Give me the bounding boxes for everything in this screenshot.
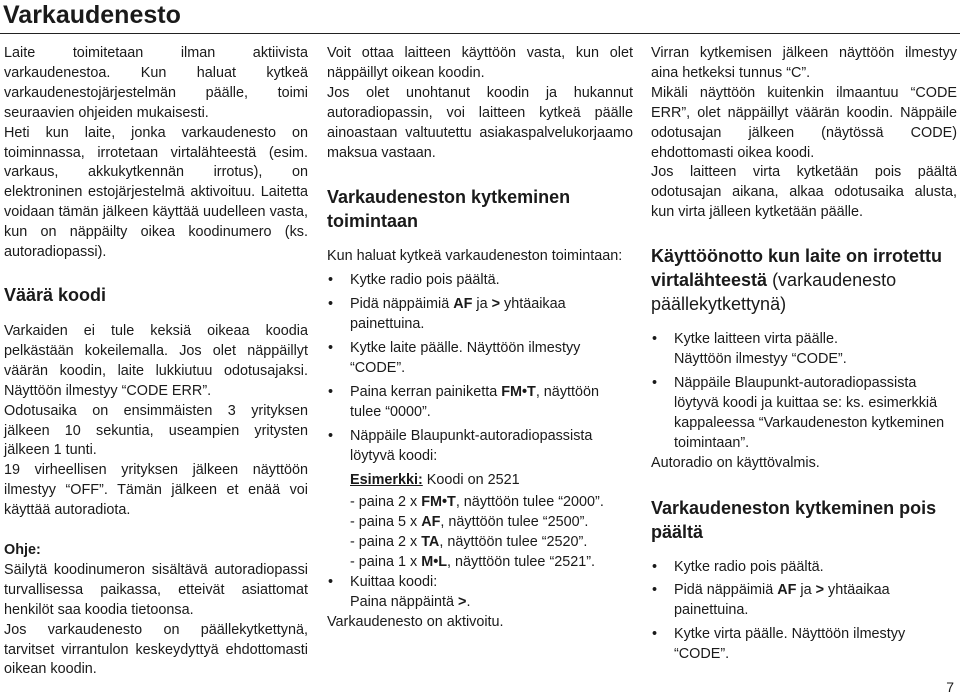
confirm-instruction: Paina näppäintä >. bbox=[350, 593, 471, 610]
column-1 bbox=[4, 44, 308, 680]
disable-steps-list bbox=[651, 558, 957, 666]
restart-step-2: • Näppäile Blaupunkt-autoradiopassista löytyvä koodi ja kuittaa se: ks. esimerkkiä kappaleessa “Varkaudeneston kytkeminen toimintaan”. bbox=[651, 374, 957, 454]
enable-step-4: • Paina kerran painiketta FM•T, näyttöön tulee “0000”. bbox=[327, 383, 633, 423]
col3-paragraph-2: Mikäli näyttöön kuitenkin ilmaantuu “CODE ERR”, olet näppäillyt väärän koodin. Näppäile odotusajan jälkeen (näytössä CODE) ehdottomasti oikea koodi. bbox=[651, 84, 957, 161]
example-label: Esimerkki: bbox=[350, 471, 423, 488]
enable-lead: Kun haluat kytkeä varkaudeneston toimintaan: bbox=[327, 248, 623, 265]
col2-paragraph-2: Jos olet unohtanut koodin ja hukannut autoradiopassin, voi laitteen kytkeä päälle ainoastaan valtuutettu asiakaspalvelukorjaamo maksua vastaan. bbox=[327, 84, 633, 161]
note-paragraph-1: Säilytä koodinumeron sisältävä autoradiopassi turvallisessa paikassa, etteivät asiattomat henkilöt saa koodia tietoonsa. bbox=[4, 561, 308, 618]
enable-steps-list bbox=[327, 271, 633, 466]
col3-paragraph-1: Virran kytkemisen jälkeen näyttöön ilmestyy aina hetkeksi tunnus “C”. bbox=[651, 45, 957, 81]
note-heading: Ohje: bbox=[4, 542, 41, 559]
page-number: 7 bbox=[946, 679, 954, 695]
disable-section-heading: Varkaudeneston kytkeminen pois päältä bbox=[651, 497, 937, 542]
enable-step-6: • Kuittaa koodi: bbox=[327, 573, 633, 593]
column-3 bbox=[651, 44, 957, 665]
column-2 bbox=[327, 44, 633, 633]
example-step-1: - paina 2 x FM•T, näyttöön tulee “2000”. bbox=[350, 494, 604, 511]
example-step-3: - paina 2 x TA, näyttöön tulee “2520”. bbox=[350, 534, 588, 551]
wrong-code-paragraph-2: Odotusaika on ensimmäisten 3 yrityksen jälkeen 10 sekuntia, useampien yritysten jälkeen 1 tunti. bbox=[4, 402, 308, 459]
example-step-4: - paina 1 x M•L, näyttöön tulee “2521”. bbox=[350, 554, 596, 571]
restart-result: Autoradio on käyttövalmis. bbox=[651, 454, 820, 471]
restart-steps-list bbox=[651, 330, 957, 453]
restart-section-heading: Käyttöönotto kun laite on irrotettu virtalähteestä (varkaudenesto päällekytkettynä) bbox=[651, 246, 942, 315]
enable-step-5: • Näppäile Blaupunkt-autoradiopassista löytyvä koodi: bbox=[327, 427, 633, 467]
col3-paragraph-3: Jos laitteen virta kytketään pois päältä odotusajan aikana, alkaa odotusaika alusta, kun virta jälleen kytketään päälle. bbox=[651, 164, 957, 221]
wrong-code-paragraph-3: 19 virheellisen yrityksen jälkeen näyttöön ilmestyy “OFF”. Tämän jälkeen et enää voi käyttää autoradiota. bbox=[4, 462, 308, 519]
wrong-code-heading: Väärä koodi bbox=[4, 284, 107, 305]
enable-section-heading: Varkaudeneston kytkeminen toimintaan bbox=[327, 187, 571, 232]
page-title: Varkaudenesto bbox=[0, 0, 960, 34]
disable-step-2: • Pidä näppäimiä AF ja > yhtäaikaa painettuina. bbox=[651, 581, 957, 621]
wrong-code-paragraph-1: Varkaiden ei tule keksiä oikeaa koodia pelkästään kokeilemalla. Jos olet näppäillyt väärän koodin, laite lukkiutuu odotusajaksi. Näyttöön ilmestyy “CODE ERR”. bbox=[4, 322, 308, 399]
enable-step-3: • Kytke laite päälle. Näyttöön ilmestyy “CODE”. bbox=[327, 339, 633, 379]
enable-step-1: • Kytke radio pois päältä. bbox=[327, 271, 633, 291]
note-paragraph-2: Jos varkaudenesto on päällekytkettynä, tarvitset virrantulon keskeydyttyä ehdottomasti oikean koodin. bbox=[4, 621, 308, 678]
enable-result: Varkaudenesto on aktivoitu. bbox=[327, 613, 504, 630]
restart-step-1: • Kytke laitteen virta päälle. Näyttöön ilmestyy “CODE”. bbox=[651, 330, 957, 370]
disable-step-1: • Kytke radio pois päältä. bbox=[651, 558, 957, 578]
intro-paragraph: Laite toimitetaan ilman aktiivista varkaudenestoa. Kun haluat kytkeä varkaudenestojärjestelmän päälle, toimi seuraavien ohjeiden mukaisesti. bbox=[4, 45, 308, 121]
example-step-2: - paina 5 x AF, näyttöön tulee “2500”. bbox=[350, 514, 589, 531]
intro-paragraph-2: Heti kun laite, jonka varkaudenesto on toiminnassa, irrotetaan virtalähteestä (esim. varkaus, akkukytkennän irrotus), on elektroninen estojärjestelmä aktivoituu. Laitetta voidaan tämän jälkeen käyttää uudelleen vasta, kun on näppäilty oikea koodinumero (ks. autoradiopassi). bbox=[4, 124, 308, 261]
example-block: Esimerkki: Koodi on 2521 - paina 2 x FM•T, näyttöön tulee “2000”. - paina 5 x AF, näyttöön tulee “2500”. - paina 2 x TA, näyttöön tulee “2520”. - paina 1 x M•L, näyttöön tulee “2521”. bbox=[327, 471, 633, 574]
disable-step-3: • Kytke virta päälle. Näyttöön ilmestyy “CODE”. bbox=[651, 625, 957, 665]
col2-paragraph-1: Voit ottaa laitteen käyttöön vasta, kun olet näppäillyt oikean koodin. bbox=[327, 45, 633, 81]
enable-step-2: • Pidä näppäimiä AF ja > yhtäaikaa painettuina. bbox=[327, 295, 633, 335]
